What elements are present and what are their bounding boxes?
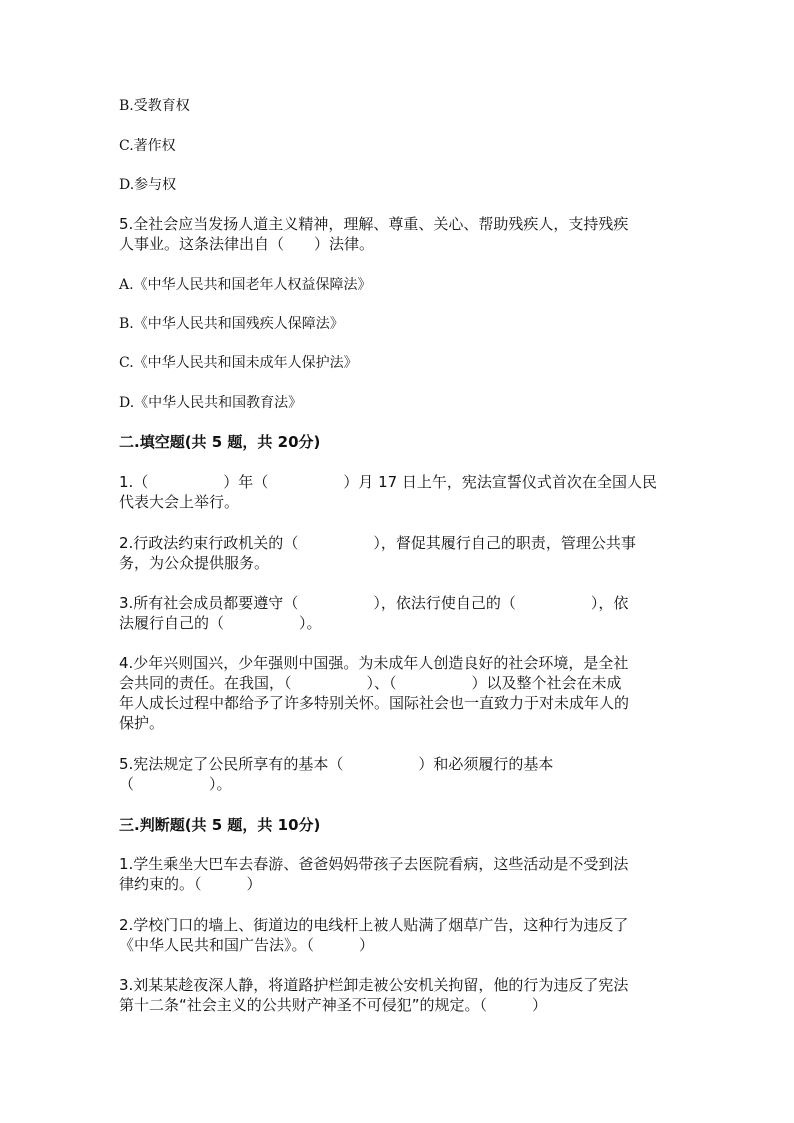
judge-question-1-line-2: 律约束的。（ ） [119,875,262,893]
section-heading-true-false: 三.判断题(共 5 题，共 10分) [119,816,321,834]
question-5-line-2: 人事业。这条法律出自（ ）法律。 [119,235,375,253]
fill-question-2-line-1: 2.行政法约束行政机关的（ ），督促其履行自己的职责，管理公共事 [119,534,636,552]
judge-question-3-line-2: 第十二条“社会主义的公共财产神圣不可侵犯”的规定。（ ） [119,996,548,1014]
judge-question-3-line-1: 3.刘某某趁夜深人静，将道路护栏卸走被公安机关拘留，他的行为违反了宪法 [119,976,629,994]
judge-question-1-line-1: 1.学生乘坐大巴车去春游、爸爸妈妈带孩子去医院看病，这些活动是不受到法 [119,855,629,873]
option-a-elderly-law: A.《中华人民共和国老年人权益保障法》 [119,277,372,293]
fill-question-3-line-1: 3.所有社会成员都要遵守（ ），依法行使自己的（ ），依 [119,594,629,612]
fill-question-2-line-2: 务，为公众提供服务。 [119,554,270,572]
fill-question-4-line-4: 保护。 [119,714,165,732]
fill-question-4-line-2: 会共同的责任。在我国，（ ）、（ ）以及整个社会在未成 [119,674,622,692]
option-d-education-law: D.《中华人民共和国教育法》 [119,395,303,411]
option-b-disabled-law: B.《中华人民共和国残疾人保障法》 [119,316,344,332]
fill-question-1-line-1: 1.（ ）年（ ）月 17 日上午，宪法宣誓仪式首次在全国人民 [119,473,657,491]
question-5-line-1: 5.全社会应当发扬人道主义精神，理解、尊重、关心、帮助残疾人，支持残疾 [119,215,629,233]
option-c-minors-law: C.《中华人民共和国未成年人保护法》 [119,355,358,371]
fill-question-4-line-1: 4.少年兴则国兴，少年强则中国强。为未成年人创造良好的社会环境，是全社 [119,654,629,672]
fill-question-5-line-1: 5.宪法规定了公民所享有的基本（ ）和必须履行的基本 [119,755,554,773]
fill-question-4-line-3: 年人成长过程中都给予了许多特别关怀。国际社会也一直致力于对未成年人的 [119,694,630,712]
option-c-copyright: C.著作权 [119,138,176,154]
judge-question-2-line-2: 《中华人民共和国广告法》。（ ） [119,936,375,954]
fill-question-5-line-2: （ ）。 [119,775,232,793]
section-heading-fill-blank: 二.填空题(共 5 题，共 20分) [119,433,321,451]
fill-question-1-line-2: 代表大会上举行。 [119,493,240,511]
option-b-education-right: B.受教育权 [119,98,190,114]
judge-question-2-line-1: 2.学校门口的墙上、街道边的电线杆上被人贴满了烟草广告，这种行为违反了 [119,916,629,934]
option-d-participation-right: D.参与权 [119,177,177,193]
fill-question-3-line-2: 法履行自己的（ ）。 [119,614,322,632]
